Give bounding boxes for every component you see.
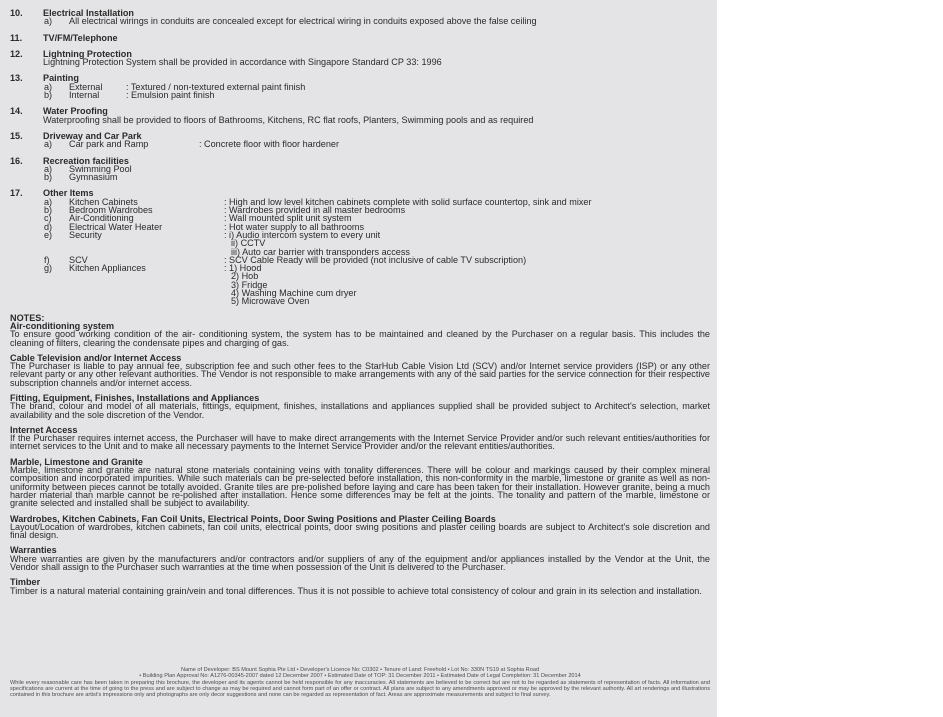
row-key: Kitchen Appliances bbox=[69, 263, 146, 274]
row-key: Electrical Water Heater bbox=[69, 221, 163, 232]
note-title: Fitting, Equipment, Finishes, Installations and Appliances bbox=[10, 392, 260, 403]
note-title: Air-conditioning system bbox=[10, 320, 115, 331]
row-value: 4) Washing Machine cum dryer bbox=[231, 288, 357, 299]
row-key: External bbox=[69, 81, 103, 92]
note-title: Marble, Limestone and Granite bbox=[10, 456, 143, 467]
note-text: The Purchaser is liable to pay annual fee, subscription fee and such other fees to the StarHub Cable Vision Ltd (SCV) and/or Internet service providers (ISP) or any other relevant party or any other relevant authorities. The Vendor is not responsible to make arrangements with any of the said parties for the service connection for their respective subscription channels and/or internet access. bbox=[10, 361, 710, 388]
section-item bbox=[10, 157, 710, 182]
spec-row bbox=[43, 91, 710, 99]
row-value: : SCV Cable Ready will be provided (not inclusive of cable TV subscription) bbox=[224, 254, 527, 265]
spec-row bbox=[43, 297, 710, 305]
row-value: : High and low level kitchen cabinets complete with solid surface countertop, sink and mixer bbox=[224, 196, 592, 207]
section-number: 11. bbox=[10, 32, 23, 43]
row-key: Internal bbox=[69, 90, 100, 101]
row-letter: a) bbox=[44, 196, 53, 207]
section-body bbox=[43, 189, 710, 305]
section-body bbox=[43, 132, 710, 149]
row-key bbox=[69, 239, 224, 247]
row-value: : Textured / non-textured external paint finish bbox=[126, 81, 306, 92]
section-number: 17. bbox=[10, 188, 23, 199]
footer-disclaimer: While every reasonable care has been taken in preparing this brochure, the developer and its agents cannot be held responsible for any inaccuracies. All statements are believed to be correct but are not to be regarded as statements of representation of facts. All information and specifications are current at the time of going to the press and are subject to change as may be required and cannot form part of an offer or contract. All plans are subject to any amendments approved or may be approved by the relevant authority. All art renderings and illustrations contained in this brochure are artist's impressions only and photographs are only decor suggestions and none can be regarded as representation of fact. Areas are approximate measurements and subject to final survey. bbox=[10, 680, 710, 698]
row-value: : i) Audio intercom system to every unit bbox=[224, 229, 381, 240]
row-letter: a) bbox=[44, 81, 53, 92]
note-text: The brand, colour and model of all materials, fittings, equipment, finishes, installations and appliances supplied shall be provided subject to Architect's selection, market availability and the sole discretion of the Vendor. bbox=[10, 401, 710, 420]
footer-developer-line: Name of Developer: BS Mount Sophia Pte Ltd • Developer's Licence No: C0302 • Tenure of Land: Freehold • Lot No: 330N TS19 at Sophia Road bbox=[180, 667, 540, 673]
row-key bbox=[69, 248, 224, 256]
note-title: Wardrobes, Kitchen Cabinets, Fan Coil Units, Electrical Points, Door Swing Positions and Plaster Ceiling Boards bbox=[10, 513, 496, 524]
section-number: 16. bbox=[10, 155, 23, 166]
row-key: Air-Conditioning bbox=[69, 213, 134, 224]
row-letter: e) bbox=[44, 229, 53, 240]
row-letter: b) bbox=[44, 90, 53, 101]
row-letter: b) bbox=[44, 172, 53, 183]
row-value: : Wardrobes provided in all master bedrooms bbox=[224, 205, 406, 216]
section-text: Lightning Protection System shall be provided in accordance with Singapore Standard CP 33: 1996 bbox=[43, 57, 442, 68]
row-value: Gymnasium bbox=[69, 172, 118, 183]
note-item bbox=[10, 515, 710, 540]
spec-row bbox=[43, 272, 710, 280]
note-title: Timber bbox=[10, 577, 41, 588]
note-item bbox=[10, 578, 710, 595]
row-letter: g) bbox=[44, 263, 53, 274]
section-title: Driveway and Car Park bbox=[43, 130, 142, 141]
row-letter bbox=[43, 239, 69, 247]
spec-row bbox=[43, 173, 710, 181]
row-letter: a) bbox=[44, 163, 53, 174]
spec-row bbox=[43, 281, 710, 289]
row-key: Car park and Ramp bbox=[69, 139, 149, 150]
section-other-items bbox=[10, 189, 710, 305]
note-title: Cable Television and/or Internet Access bbox=[10, 352, 182, 363]
note-text: Timber is a natural material containing grain/vein and tonal differences. Thus it is not possible to achieve total consistency of colour and grain in its selection and installation. bbox=[10, 585, 702, 596]
row-value: : Hot water supply to all bathrooms bbox=[224, 221, 365, 232]
row-key bbox=[69, 281, 224, 289]
section-title: Recreation facilities bbox=[43, 155, 129, 166]
row-value: 2) Hob bbox=[231, 271, 259, 282]
section-body bbox=[43, 34, 710, 42]
row-value: 3) Fridge bbox=[231, 279, 268, 290]
note-item bbox=[10, 546, 710, 571]
row-letter: b) bbox=[44, 205, 53, 216]
spec-row bbox=[43, 206, 710, 214]
section-title: Lightning Protection bbox=[43, 48, 132, 59]
section-item bbox=[10, 50, 710, 67]
row-value: All electrical wirings in conduits are concealed except for electrical wiring in conduits exposed above the false ceiling bbox=[69, 16, 537, 27]
section-text: Waterproofing shall be provided to floors of Bathrooms, Kitchens, RC flat roofs, Planters, Swimming pools and as required bbox=[43, 114, 534, 125]
row-letter: d) bbox=[44, 221, 53, 232]
section-number: 12. bbox=[10, 48, 23, 59]
row-letter bbox=[43, 289, 69, 297]
notes-heading: NOTES: bbox=[10, 312, 45, 323]
section-body bbox=[43, 74, 710, 99]
spec-row bbox=[43, 165, 710, 173]
section-body bbox=[43, 107, 710, 124]
row-key: Bedroom Wardrobes bbox=[69, 205, 153, 216]
section-body bbox=[43, 157, 710, 182]
spec-row bbox=[43, 140, 710, 148]
row-letter: a) bbox=[44, 16, 53, 27]
note-text: Marble, limestone and granite are natural stone materials containing veins with tonality differences. There will be colour and markings caused by their complex mineral composition and incorporated impurities. While such materials can be pre-selected before installation, this non-conformity in the marble, limestone or granite as well as non-uniformity between pieces cannot be totally avoided. Granite tiles are pre-polished before laying and care has been taken for their installation. However granite, being a much harder material than marble cannot be re-polished after installation. Hence some differences may be felt at the joints. The tonality and pattern of the marble, limestone or granite selected and installed shall be subject to availability. bbox=[10, 465, 710, 509]
section-number: 10. bbox=[10, 8, 23, 18]
note-title: Warranties bbox=[10, 545, 57, 556]
row-key: Kitchen Cabinets bbox=[69, 196, 138, 207]
section-body bbox=[43, 50, 710, 67]
row-value: 5) Microwave Oven bbox=[231, 296, 310, 307]
note-text: Layout/Location of wardrobes, kitchen cabinets, fan coil units, electrical points, door swing positions and plaster ceiling boards are subject to Architect's sole discretion and final design. bbox=[10, 521, 710, 541]
row-letter bbox=[43, 281, 69, 289]
section-item bbox=[10, 74, 710, 99]
section-item bbox=[10, 132, 710, 149]
row-key bbox=[69, 289, 224, 297]
row-value: Swimming Pool bbox=[69, 163, 132, 174]
spec-row bbox=[43, 17, 710, 25]
section-body bbox=[43, 9, 710, 26]
row-key: SCV bbox=[69, 254, 88, 265]
row-value: : Concrete floor with floor hardener bbox=[199, 139, 340, 150]
row-letter: a) bbox=[44, 139, 53, 150]
row-value: : 1) Hood bbox=[224, 263, 262, 274]
row-key bbox=[69, 297, 224, 305]
section-title: Electrical Installation bbox=[43, 8, 134, 18]
specification-sections bbox=[10, 9, 710, 181]
row-letter bbox=[43, 297, 69, 305]
spec-row bbox=[43, 289, 710, 297]
note-item bbox=[10, 322, 710, 347]
section-title: TV/FM/Telephone bbox=[43, 32, 118, 43]
spec-row bbox=[43, 264, 710, 272]
section-number: 13. bbox=[10, 73, 23, 84]
section-title: Other Items bbox=[43, 188, 94, 199]
note-text: If the Purchaser requires internet access, the Purchaser will have to make direct arrangements with the Internet Service Provider and/or such relevant entities/authorities for internet services to the Unit and to make all necessary payments to the Internet Service Provider and/or the relevant entities/authorities. bbox=[10, 433, 710, 452]
note-text: To ensure good working condition of the air- conditioning system, the system has to be maintained and cleaned by the Purchaser on a regular basis. This includes the cleaning of filters, clearing the condensate pipes and charging of gas. bbox=[10, 329, 710, 348]
section-item bbox=[10, 34, 710, 42]
note-item bbox=[10, 426, 710, 451]
row-value: : Emulsion paint finish bbox=[126, 90, 215, 101]
section-number: 15. bbox=[10, 130, 23, 141]
row-key bbox=[69, 272, 224, 280]
other-items-list bbox=[43, 198, 710, 306]
note-item bbox=[10, 394, 710, 419]
row-letter: c) bbox=[44, 213, 52, 224]
section-item bbox=[10, 107, 710, 124]
section-title: Painting bbox=[43, 73, 79, 84]
note-item bbox=[10, 354, 710, 387]
section-item bbox=[10, 9, 710, 26]
note-text: Where warranties are given by the manufacturers and/or contractors and/or suppliers of any of the equipment and/or appliances installed by the Vendor at the Unit, the Vendor shall assign to the Purchaser such warranties at the time when possession of the Unit is delivered to the Purchaser. bbox=[10, 553, 710, 573]
section-number: 14. bbox=[10, 106, 23, 117]
specifications-content bbox=[10, 9, 710, 602]
note-title: Internet Access bbox=[10, 424, 78, 435]
note-item bbox=[10, 458, 710, 508]
notes-list bbox=[10, 322, 710, 595]
row-letter: f) bbox=[44, 254, 50, 265]
spec-row bbox=[43, 231, 710, 239]
row-letter bbox=[43, 272, 69, 280]
row-key: Security bbox=[69, 229, 102, 240]
row-value: iii) Auto car barrier with transponders access bbox=[231, 246, 410, 257]
developer-footer bbox=[10, 667, 710, 698]
row-value: : Wall mounted split unit system bbox=[224, 213, 352, 224]
footer-approval-line: • Building Plan Approval No: A1276-00345-2007 dated 12 December 2007 • Estimated Date of TOP: 31 December 2011 • Estimated Date of Legal Completion: 31 December 2014 bbox=[139, 673, 581, 679]
section-title: Water Proofing bbox=[43, 106, 108, 117]
row-value: ii) CCTV bbox=[231, 238, 266, 249]
